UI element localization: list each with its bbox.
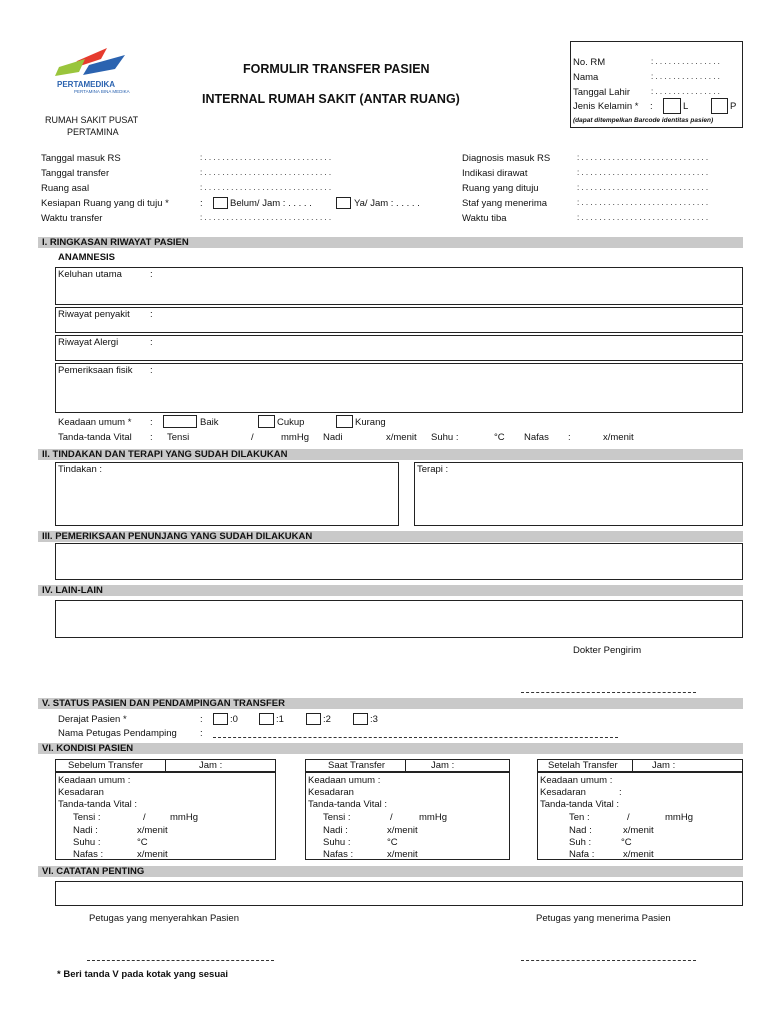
derajat-0-label: :0 — [230, 714, 238, 725]
logo-name: PERTAMEDIKA — [57, 80, 116, 89]
derajat-1-checkbox[interactable] — [259, 713, 274, 725]
tensi-slash: / — [251, 432, 254, 443]
saat-header-divider — [405, 759, 406, 772]
sebelum-nadi-unit: x/menit — [137, 825, 168, 836]
nafas-label: Nafas — [524, 432, 549, 443]
tensi-unit: mmHg — [281, 432, 309, 443]
ttv-colon: : — [150, 432, 153, 443]
keadaan-umum-label: Keadaan umum * — [58, 417, 132, 428]
ruang-dituju-field[interactable]: : . . . . . . . . . . . . . . . . . . . . . . . . . . . . . — [577, 183, 709, 192]
saat-tensi-label: Tensi : — [323, 812, 351, 823]
section-6-header: VI. KONDISI PASIEN — [38, 743, 743, 754]
saat-nadi-unit: x/menit — [387, 825, 418, 836]
saat-tensi-unit: mmHg — [419, 812, 447, 823]
hospital-name-line1: RUMAH SAKIT PUSAT — [45, 115, 139, 125]
form-subtitle: INTERNAL RUMAH SAKIT (ANTAR RUANG) — [202, 92, 460, 106]
terapi-box[interactable] — [414, 462, 743, 526]
nafas-unit: x/menit — [603, 432, 634, 443]
kesiapan-ya-label: Ya/ Jam : . . . . . — [354, 198, 420, 209]
setelah-nafas-unit: x/menit — [623, 849, 654, 860]
nadi-unit: x/menit — [386, 432, 417, 443]
staf-menerima-field[interactable]: : . . . . . . . . . . . . . . . . . . . . . . . . . . . . . — [577, 198, 709, 207]
waktu-transfer-field[interactable]: : . . . . . . . . . . . . . . . . . . . . . . . . . . . . . — [200, 213, 332, 222]
section-5-header: V. STATUS PASIEN DAN PENDAMPINGAN TRANSFER — [38, 698, 743, 709]
pemeriksaan-fisik-label: Pemeriksaan fisik — [58, 365, 133, 376]
suhu-unit: °C — [494, 432, 505, 443]
lain-lain-box[interactable] — [55, 600, 743, 638]
sebelum-nafas-unit: x/menit — [137, 849, 168, 860]
sebelum-nafas-label: Nafas : — [73, 849, 104, 860]
setelah-kesadaran-label: Kesadaran — [540, 787, 586, 798]
waktu-tiba-label: Waktu tiba — [462, 213, 507, 224]
riwayat-alergi-colon: : — [150, 337, 153, 348]
menyerahkan-signature-line[interactable] — [87, 960, 274, 961]
keluhan-utama-label: Keluhan utama — [58, 269, 122, 280]
sebelum-keadaan-label: Keadaan umum : — [58, 775, 131, 786]
saat-transfer-title: Saat Transfer — [328, 760, 386, 771]
setelah-ttv-label: Tanda-tanda Vital : — [540, 799, 620, 810]
setelah-tensi-slash: / — [627, 812, 630, 823]
sebelum-tensi-slash: / — [143, 812, 146, 823]
tanggal-lahir-label: Tanggal Lahir — [573, 87, 631, 98]
section-2-header: II. TINDAKAN DAN TERAPI YANG SUDAH DILAKUKAN — [38, 449, 743, 460]
menerima-signature-line[interactable] — [521, 960, 696, 961]
nafas-colon: : — [568, 432, 571, 443]
saat-ttv-label: Tanda-tanda Vital : — [308, 799, 388, 810]
nama-field[interactable]: : . . . . . . . . . . . . . . . — [651, 72, 720, 81]
saat-tensi-slash: / — [390, 812, 393, 823]
setelah-transfer-title: Setelah Transfer — [548, 760, 618, 771]
tanggal-transfer-field[interactable]: : . . . . . . . . . . . . . . . . . . . . . . . . . . . . . — [200, 168, 332, 177]
petugas-menerima-label: Petugas yang menerima Pasien — [536, 913, 671, 924]
setelah-suhu-unit: °C — [621, 837, 632, 848]
footnote: * Beri tanda V pada kotak yang sesuai — [57, 969, 229, 980]
ruang-asal-label: Ruang asal — [41, 183, 90, 194]
tanggal-masuk-label: Tanggal masuk RS — [41, 153, 121, 164]
section-7-header: VI. CATATAN PENTING — [38, 866, 743, 877]
sebelum-nadi-label: Nadi : — [73, 825, 98, 836]
setelah-jam-label[interactable]: Jam : — [652, 760, 676, 771]
tanggal-lahir-field[interactable]: : . . . . . . . . . . . . . . . — [651, 87, 720, 96]
keadaan-umum-colon: : — [150, 417, 153, 428]
ttv-label: Tanda-tanda Vital — [58, 432, 132, 443]
keadaan-kurang-label: Kurang — [355, 417, 386, 428]
derajat-2-checkbox[interactable] — [306, 713, 321, 725]
kesiapan-ya-checkbox[interactable] — [336, 197, 351, 209]
derajat-0-checkbox[interactable] — [213, 713, 228, 725]
tindakan-box[interactable] — [55, 462, 399, 526]
jenis-kelamin-label: Jenis Kelamin * — [573, 101, 639, 112]
keadaan-cukup-label: Cukup — [277, 417, 305, 428]
terapi-label: Terapi : — [417, 464, 449, 475]
ruang-dituju-label: Ruang yang dituju — [462, 183, 539, 194]
keluhan-utama-colon: : — [150, 269, 153, 280]
tanggal-transfer-label: Tanggal transfer — [41, 168, 110, 179]
sebelum-kesadaran-label: Kesadaran — [58, 787, 104, 798]
staf-menerima-label: Staf yang menerima — [462, 198, 548, 209]
sebelum-transfer-title: Sebelum Transfer — [68, 760, 143, 771]
anamnesis-heading: ANAMNESIS — [58, 252, 116, 263]
sebelum-ttv-label: Tanda-tanda Vital : — [58, 799, 138, 810]
tensi-label: Tensi — [167, 432, 190, 443]
setelah-nafas-label: Nafa : — [569, 849, 595, 860]
hospital-name-line2: PERTAMINA — [67, 127, 119, 137]
dokter-signature-line[interactable] — [521, 692, 696, 693]
sebelum-header-divider — [165, 759, 166, 772]
form-title: FORMULIR TRANSFER PASIEN — [243, 62, 430, 76]
saat-jam-label[interactable]: Jam : — [431, 760, 455, 771]
saat-nafas-label: Nafas : — [323, 849, 354, 860]
riwayat-penyakit-label: Riwayat penyakit — [58, 309, 130, 320]
kesiapan-belum-label: Belum/ Jam : . . . . . — [230, 198, 312, 209]
setelah-nadi-label: Nad : — [569, 825, 592, 836]
indikasi-label: Indikasi dirawat — [462, 168, 528, 179]
pemeriksaan-fisik-colon: : — [150, 365, 153, 376]
sebelum-suhu-label: Suhu : — [73, 837, 101, 848]
derajat-colon: : — [200, 714, 203, 725]
petugas-pendamping-colon: : — [200, 728, 203, 739]
saat-nadi-label: Nadi : — [323, 825, 348, 836]
derajat-1-label: :1 — [276, 714, 284, 725]
derajat-2-label: :2 — [323, 714, 331, 725]
saat-suhu-unit: °C — [387, 837, 398, 848]
riwayat-penyakit-colon: : — [150, 309, 153, 320]
pemeriksaan-fisik-box[interactable] — [55, 363, 743, 413]
riwayat-penyakit-box[interactable] — [55, 307, 743, 333]
kesiapan-ruang-label: Kesiapan Ruang yang di tuju * — [41, 198, 169, 209]
no-rm-field[interactable]: : . . . . . . . . . . . . . . . — [651, 57, 720, 66]
kesiapan-ruang-colon: : — [200, 198, 203, 209]
riwayat-alergi-label: Riwayat Alergi — [58, 337, 119, 348]
dokter-pengirim-label: Dokter Pengirim — [573, 645, 642, 656]
barcode-note: (dapat ditempelkan Barcode identitas pasien) — [573, 117, 714, 124]
kesiapan-belum-checkbox[interactable] — [213, 197, 228, 209]
pemeriksaan-penunjang-box[interactable] — [55, 543, 743, 580]
setelah-header-divider — [632, 759, 633, 772]
riwayat-alergi-box[interactable] — [55, 335, 743, 361]
setelah-tensi-unit: mmHg — [665, 812, 693, 823]
petugas-menyerahkan-label: Petugas yang menyerahkan Pasien — [89, 913, 239, 924]
patient-id-box — [570, 41, 743, 128]
gender-l-checkbox[interactable] — [663, 98, 681, 114]
waktu-transfer-label: Waktu transfer — [41, 213, 103, 224]
section-1-header: I. RINGKASAN RIWAYAT PASIEN — [38, 237, 743, 248]
gender-p-label: P — [730, 101, 737, 112]
jenis-kelamin-colon: : — [650, 101, 653, 112]
derajat-3-label: :3 — [370, 714, 378, 725]
diagnosis-label: Diagnosis masuk RS — [462, 153, 551, 164]
saat-suhu-label: Suhu : — [323, 837, 351, 848]
waktu-tiba-field[interactable]: : . . . . . . . . . . . . . . . . . . . . . . . . . . . . . — [577, 213, 709, 222]
derajat-3-checkbox[interactable] — [353, 713, 368, 725]
setelah-suhu-label: Suh : — [569, 837, 592, 848]
setelah-tensi-label: Ten : — [569, 812, 590, 823]
section-4-header: IV. LAIN-LAIN — [38, 585, 743, 596]
petugas-pendamping-field[interactable] — [213, 737, 618, 738]
nama-label: Nama — [573, 72, 599, 83]
ruang-asal-field[interactable]: : . . . . . . . . . . . . . . . . . . . . . . . . . . . . . — [200, 183, 332, 192]
catatan-penting-box[interactable] — [55, 881, 743, 906]
saat-kesadaran-label: Kesadaran — [308, 787, 354, 798]
logo-subtitle: PERTAMINA BINA MEDIKA — [74, 89, 130, 94]
setelah-nadi-unit: x/menit — [623, 825, 654, 836]
gender-l-label: L — [683, 101, 689, 112]
keadaan-cukup-checkbox[interactable] — [258, 415, 275, 428]
saat-nafas-unit: x/menit — [387, 849, 418, 860]
no-rm-label: No. RM — [573, 57, 606, 68]
derajat-label: Derajat Pasien * — [58, 714, 127, 725]
tanggal-masuk-field[interactable]: : . . . . . . . . . . . . . . . . . . . . . . . . . . . . . — [200, 153, 332, 162]
petugas-pendamping-label: Nama Petugas Pendamping — [58, 728, 177, 739]
nadi-label: Nadi — [323, 432, 343, 443]
keadaan-baik-label: Baik — [200, 417, 219, 428]
section-3-header: III. PEMERIKSAAN PENUNJANG YANG SUDAH DILAKUKAN — [38, 531, 743, 542]
indikasi-field[interactable]: : . . . . . . . . . . . . . . . . . . . . . . . . . . . . . — [577, 168, 709, 177]
diagnosis-field[interactable]: : . . . . . . . . . . . . . . . . . . . . . . . . . . . . . — [577, 153, 709, 162]
setelah-kesadaran-colon: : — [619, 787, 622, 798]
sebelum-suhu-unit: °C — [137, 837, 148, 848]
sebelum-tensi-label: Tensi : — [73, 812, 101, 823]
gender-p-checkbox[interactable] — [711, 98, 728, 114]
sebelum-tensi-unit: mmHg — [170, 812, 198, 823]
saat-keadaan-label: Keadaan umum : — [308, 775, 381, 786]
setelah-keadaan-label: Keadaan umum : — [540, 775, 613, 786]
keadaan-baik-checkbox[interactable] — [163, 415, 197, 428]
keluhan-utama-box[interactable] — [55, 267, 743, 305]
tindakan-label: Tindakan : — [58, 464, 103, 475]
keadaan-kurang-checkbox[interactable] — [336, 415, 353, 428]
suhu-label: Suhu : — [431, 432, 459, 443]
sebelum-jam-label[interactable]: Jam : — [199, 760, 223, 771]
